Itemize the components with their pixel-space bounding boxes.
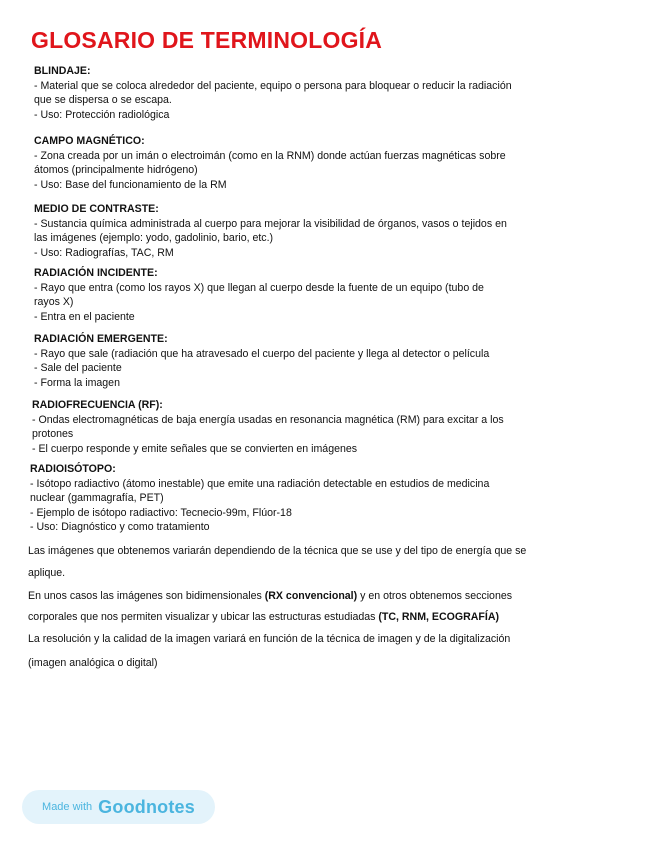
term-line: - Uso: Diagnóstico y como tratamiento [30,521,210,534]
paragraph-emphasis: (TC, RNM, ECOGRAFÍA) [378,611,499,623]
badge-made-with-label: Made with [42,801,93,813]
term-line: átomos (principalmente hidrógeno) [34,164,198,177]
paragraph-text: y en otros obtenemos secciones [357,590,513,602]
term-line: - Uso: Base del funcionamiento de la RM [34,178,227,191]
term-heading: RADIACIÓN INCIDENTE: [34,267,158,279]
term-radiacion-emergente [34,332,614,390]
term-line: - Sale del paciente [34,362,122,375]
badge-brand-logo: Goodnotes [98,796,195,817]
term-line: - Material que se coloca alrededor del paciente, equipo o persona para bloquear o reducir la radiación [34,79,512,92]
term-radiofrecuencia [32,398,612,456]
paragraph-line [28,610,499,624]
term-radiacion-incidente [34,266,614,324]
term-radioisotopo [30,462,610,535]
term-campo-magnetico [34,134,614,192]
term-line: - Ondas electromagnéticas de baja energía usadas en resonancia magnética (RM) para excitar a los [32,413,504,426]
term-medio-de-contraste [34,202,614,260]
term-line: las imágenes (ejemplo: yodo, gadolinio, bario, etc.) [34,232,274,245]
term-line: nuclear (gammagrafía, PET) [30,492,164,505]
term-heading: RADIACIÓN EMERGENTE: [34,333,168,345]
term-line: - Sustancia química administrada al cuerpo para mejorar la visibilidad de órganos, vasos o tejidos en [34,217,507,230]
term-line: rayos X) [34,296,74,309]
term-line: - Uso: Radiografías, TAC, RM [34,246,174,259]
paragraph-text: En unos casos las imágenes son bidimensionales [28,590,265,602]
term-line: - Rayo que sale (radiación que ha atravesado el cuerpo del paciente y llega al detector o película [34,347,490,360]
term-line: protones [32,428,74,441]
term-heading: MEDIO DE CONTRASTE: [34,203,159,215]
paragraph-line: aplique. [28,567,66,579]
paragraph-line: Las imágenes que obtenemos variarán dependiendo de la técnica que se use y del tipo de energía que se [28,545,527,557]
paragraph-line: La resolución y la calidad de la imagen variará en función de la técnica de imagen y de la digitalización [28,633,511,645]
term-blindaje [34,64,614,122]
term-line: - Uso: Protección radiológica [34,108,170,121]
term-heading: CAMPO MAGNÉTICO: [34,135,145,147]
term-heading: BLINDAJE: [34,65,91,77]
paragraph-line [28,589,512,603]
paragraph-emphasis: (RX convencional) [264,590,358,602]
term-line: - Forma la imagen [34,376,120,389]
page-title: GLOSARIO DE TERMINOLOGÍA [31,27,383,53]
paragraph-line: (imagen analógica o digital) [28,657,158,669]
term-line: - Entra en el paciente [34,310,135,323]
paragraph-text: corporales que nos permiten visualizar y ubicar las estructuras estudiadas [28,611,379,623]
term-line: - Zona creada por un imán o electroimán (como en la RNM) donde actúan fuerzas magnéticas sobre [34,149,506,162]
term-heading: RADIOFRECUENCIA (RF): [32,399,163,411]
term-line: que se dispersa o se escapa. [34,94,172,107]
term-heading: RADIOISÓTOPO: [30,463,116,475]
term-line: - Ejemplo de isótopo radiactivo: Tecnecio-99m, Flúor-18 [30,506,292,519]
made-with-goodnotes-badge[interactable] [22,790,215,824]
term-line: - Isótopo radiactivo (átomo inestable) que emite una radiación detectable en estudios de medicina [30,477,490,490]
term-line: - Rayo que entra (como los rayos X) que llegan al cuerpo desde la fuente de un equipo (tubo de [34,281,484,294]
term-line: - El cuerpo responde y emite señales que se convierten en imágenes [32,442,358,455]
